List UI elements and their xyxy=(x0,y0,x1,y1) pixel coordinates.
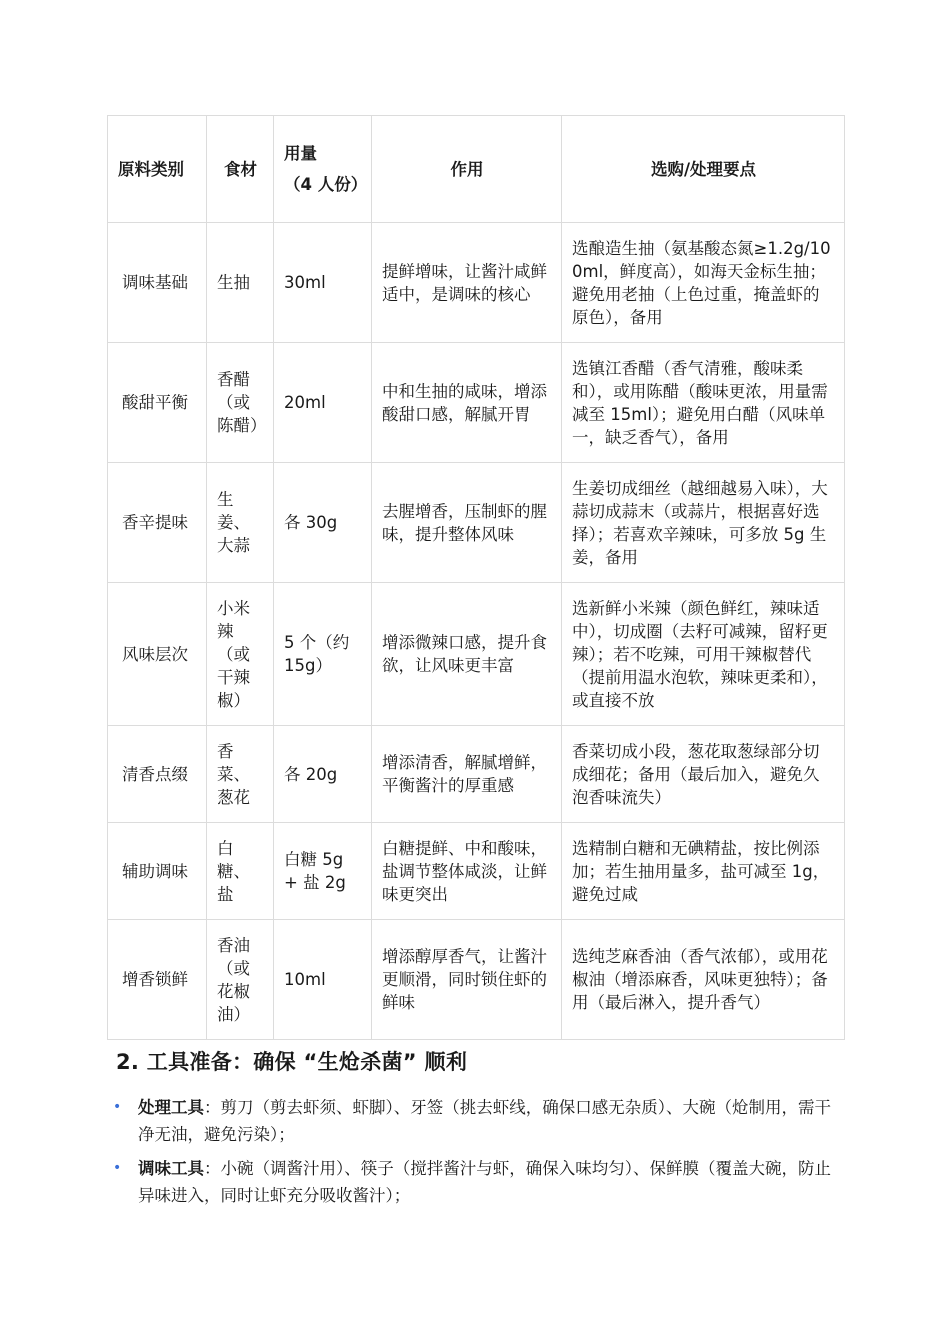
cell-quantity: 各 30g xyxy=(274,463,372,583)
list-item xyxy=(113,1094,833,1148)
table-row xyxy=(108,463,845,583)
cell-tips: 选新鲜小米辣（颜色鲜红，辣味适中），切成圈（去籽可减辣，留籽更辣）；若不吃辣，可用干辣椒替代（提前用温水泡软，辣味更柔和），或直接不放 xyxy=(562,583,845,726)
cell-category: 增香锁鲜 xyxy=(108,920,207,1040)
cell-function: 增添醇厚香气，让酱汁更顺滑，同时锁住虾的鲜味 xyxy=(372,920,562,1040)
cell-ingredient: 生抽 xyxy=(207,223,274,343)
cell-ingredient: 香油（或花椒油） xyxy=(207,920,274,1040)
cell-ingredient: 香醋（或陈醋） xyxy=(207,343,274,463)
cell-tips: 生姜切成细丝（越细越易入味），大蒜切成蒜末（或蒜片，根据喜好选择）；若喜欢辛辣味，可多放 5g 生姜，备用 xyxy=(562,463,845,583)
list-item xyxy=(113,1155,833,1209)
cell-tips: 选酿造生抽（氨基酸态氮≥1.2g/100ml，鲜度高），如海天金标生抽；避免用老抽（上色过重，掩盖虾的原色），备用 xyxy=(562,223,845,343)
cell-quantity: 5 个（约 15g） xyxy=(274,583,372,726)
cell-function: 去腥增香，压制虾的腥味，提升整体风味 xyxy=(372,463,562,583)
cell-function: 中和生抽的咸味，增添酸甜口感，解腻开胃 xyxy=(372,343,562,463)
bullet-icon: • xyxy=(113,1099,122,1115)
table-row xyxy=(108,343,845,463)
cell-quantity: 20ml xyxy=(274,343,372,463)
tool-description: ：小碗（调酱汁用）、筷子（搅拌酱汁与虾，确保入味均匀）、保鲜膜（覆盖大碗，防止异味进入，同时让虾充分吸收酱汁）； xyxy=(138,1159,831,1205)
cell-category: 调味基础 xyxy=(108,223,207,343)
cell-function: 增添微辣口感，提升食欲，让风味更丰富 xyxy=(372,583,562,726)
cell-category: 辅助调味 xyxy=(108,823,207,920)
cell-category: 清香点缀 xyxy=(108,726,207,823)
cell-category: 香辛提味 xyxy=(108,463,207,583)
header-tips: 选购/处理要点 xyxy=(562,116,845,223)
cell-ingredient: 香菜、葱花 xyxy=(207,726,274,823)
header-quantity-line1: 用量 xyxy=(284,144,317,163)
cell-function: 提鲜增味，让酱汁咸鲜适中，是调味的核心 xyxy=(372,223,562,343)
cell-category: 风味层次 xyxy=(108,583,207,726)
cell-tips: 选纯芝麻香油（香气浓郁），或用花椒油（增添麻香，风味更独特）；备用（最后淋入，提升香气） xyxy=(562,920,845,1040)
header-ingredient: 食材 xyxy=(207,116,274,223)
cell-ingredient: 生姜、大蒜 xyxy=(207,463,274,583)
ingredients-table xyxy=(107,115,845,1040)
tools-list xyxy=(113,1094,833,1216)
tool-description: ：剪刀（剪去虾须、虾脚）、牙签（挑去虾线，确保口感无杂质）、大碗（炝制用，需干净无油，避免污染）； xyxy=(138,1098,831,1144)
table-row xyxy=(108,823,845,920)
header-category: 原料类别 xyxy=(108,116,207,223)
cell-category: 酸甜平衡 xyxy=(108,343,207,463)
cell-quantity: 各 20g xyxy=(274,726,372,823)
section-heading: 2. 工具准备：确保 “生炝杀菌” 顺利 xyxy=(116,1050,468,1074)
cell-function: 增添清香，解腻增鲜，平衡酱汁的厚重感 xyxy=(372,726,562,823)
header-quantity-line2: （4 人份） xyxy=(284,175,368,194)
cell-quantity: 白糖 5g + 盐 2g xyxy=(274,823,372,920)
cell-quantity: 30ml xyxy=(274,223,372,343)
cell-quantity: 10ml xyxy=(274,920,372,1040)
cell-tips: 选镇江香醋（香气清雅，酸味柔和），或用陈醋（酸味更浓，用量需减至 15ml）；避免用白醋（风味单一，缺乏香气），备用 xyxy=(562,343,845,463)
table-row xyxy=(108,920,845,1040)
header-quantity xyxy=(274,116,372,223)
cell-ingredient: 白糖、盐 xyxy=(207,823,274,920)
tool-label: 调味工具 xyxy=(138,1159,204,1178)
table-header-row xyxy=(108,116,845,223)
cell-tips: 选精制白糖和无碘精盐，按比例添加；若生抽用量多，盐可减至 1g，避免过咸 xyxy=(562,823,845,920)
tool-label: 处理工具 xyxy=(138,1098,204,1117)
header-function: 作用 xyxy=(372,116,562,223)
table-row xyxy=(108,583,845,726)
table-row xyxy=(108,223,845,343)
cell-tips: 香菜切成小段，葱花取葱绿部分切成细花；备用（最后加入，避免久泡香味流失） xyxy=(562,726,845,823)
cell-ingredient: 小米辣（或干辣椒） xyxy=(207,583,274,726)
cell-function: 白糖提鲜、中和酸味，盐调节整体咸淡，让鲜味更突出 xyxy=(372,823,562,920)
bullet-icon: • xyxy=(113,1160,122,1176)
table-row xyxy=(108,726,845,823)
